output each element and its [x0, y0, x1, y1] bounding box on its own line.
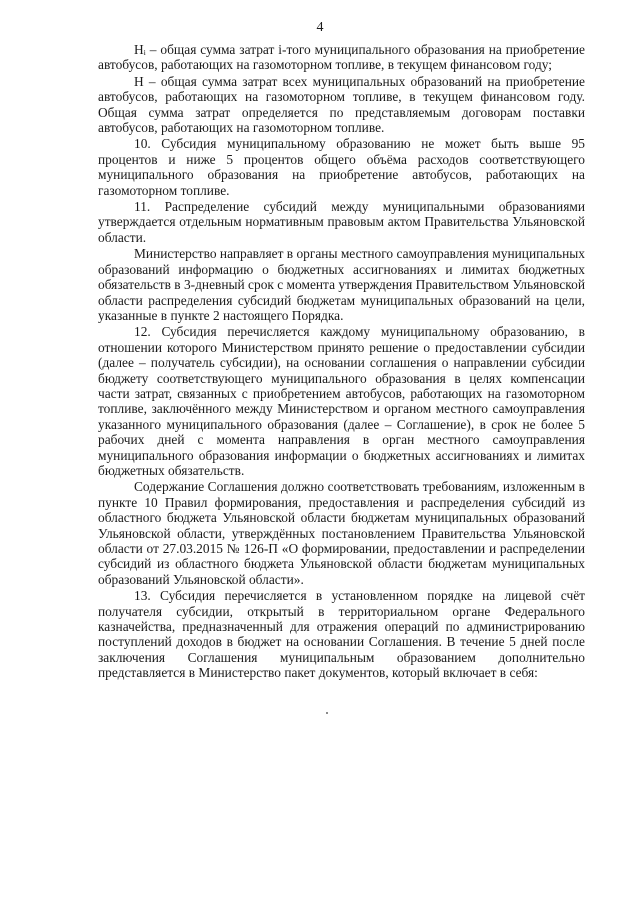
paragraph-hi-definition: Hᵢ – общая сумма затрат i-того муниципального образования на приобретение автобусов, работающих на газомоторном топливе, в текущем финансовом году;	[98, 42, 585, 73]
document-body	[98, 42, 585, 681]
paragraph-agreement-content: Содержание Соглашения должно соответствовать требованиям, изложенным в пункте 10 Правил формирования, предоставления и распределения субсидий из областного бюджета Ульяновской области бюджетам муниципальных образований Ульяновской области, утверждённых постановлением Правительства Ульяновской области от 27.03.2015 № 126-П «О формировании, предоставлении и распределении субсидий из областного бюджета Ульяновской области бюджетам муниципальных образований Ульяновской области».	[98, 479, 585, 587]
paragraph-10: 10. Субсидия муниципальному образованию не может быть выше 95 процентов и ниже 5 процентов общего объёма расходов соответствующего муниципального образования на приобретение автобусов, работающих на газомоторном топливе.	[98, 136, 585, 198]
scan-speck	[326, 712, 328, 714]
paragraph-11: 11. Распределение субсидий между муниципальными образованиями утверждается отдельным нормативным правовым актом Правительства Ульяновской области.	[98, 199, 585, 245]
paragraph-13: 13. Субсидия перечисляется в установленном порядке на лицевой счёт получателя субсидии, открытый в территориальном органе Федерального казначейства, предназначенный для отражения операций по администрированию поступлений доходов в бюджет на основании Соглашения. В течение 5 дней после заключения Соглашения муниципальным образованием дополнительно представляется в Министерство пакет документов, который включает в себя:	[98, 588, 585, 681]
paragraph-12: 12. Субсидия перечисляется каждому муниципальному образованию, в отношении которого Министерством принято решение о предоставлении субсидии (далее – получатель субсидии), на основании соглашения о направлении субсидии бюджету соответствующего муниципального образования в целях компенсации части затрат, связанных с приобретением автобусов, работающих на газомоторном топливе, заключённого между Министерством и органом местного самоуправления указанного муниципального образования (далее – Соглашение), в срок не более 5 рабочих дней с момента направления в орган местного самоуправления муниципального образования информации о бюджетных ассигнованиях и лимитах бюджетных обязательств.	[98, 324, 585, 478]
paragraph-h-definition: H – общая сумма затрат всех муниципальных образований на приобретение автобусов, работающих на газомоторном топливе, в текущем финансовом году. Общая сумма затрат определяется по представляемым договорам поставки автобусов, работающих на газомоторном топливе.	[98, 73, 585, 136]
page-number: 4	[316, 20, 324, 35]
paragraph-ministry-notice: Министерство направляет в органы местного самоуправления муниципальных образований информацию о бюджетных ассигнованиях и лимитах бюджетных обязательств в 3-дневный срок с момента утверждения Правительством Ульяновской области распределения субсидий бюджетам муниципальных образований на цели, указанные в пункте 2 настоящего Порядка.	[98, 246, 585, 323]
